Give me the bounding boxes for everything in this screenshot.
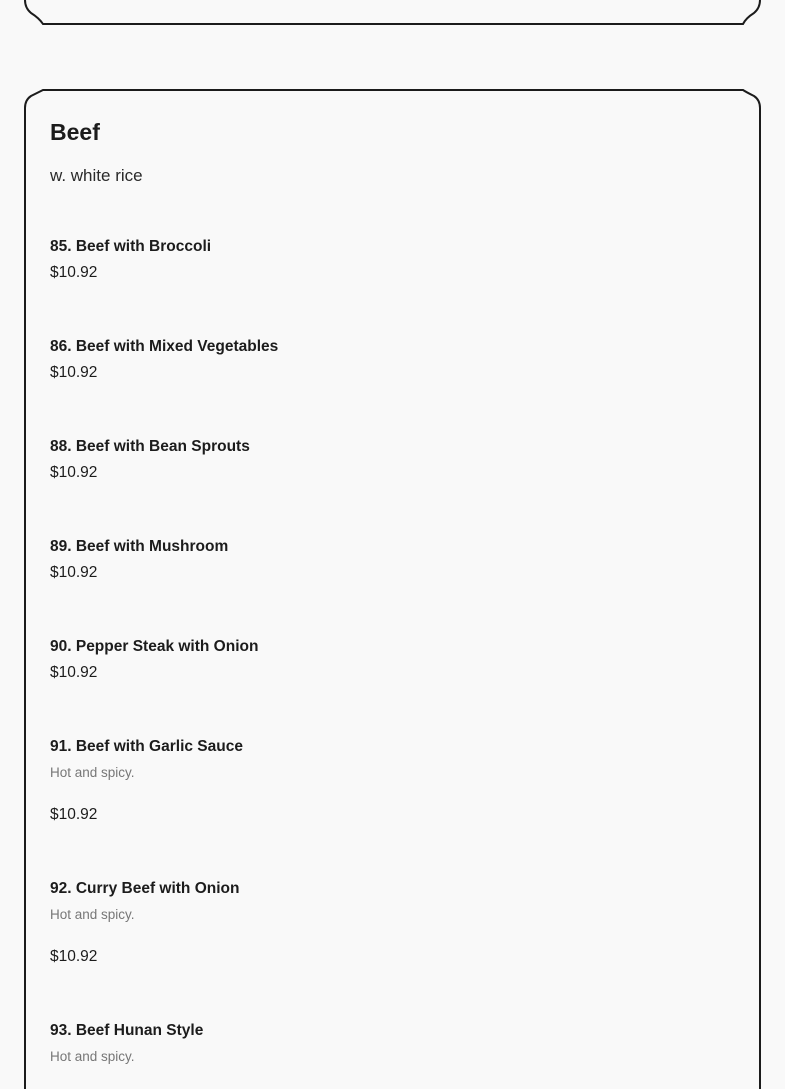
item-price: $10.92 <box>50 464 98 481</box>
item-name[interactable]: 86. Beef with Mixed Vegetables <box>50 338 279 355</box>
item-name[interactable]: 89. Beef with Mushroom <box>50 538 229 555</box>
item-price: $10.92 <box>50 806 98 823</box>
item-price: $10.92 <box>50 264 98 281</box>
item-price: $10.92 <box>50 948 98 965</box>
section-title: Beef <box>50 119 100 145</box>
item-description: Hot and spicy. <box>50 907 135 922</box>
menu-item[interactable] <box>50 736 243 826</box>
item-name[interactable]: 88. Beef with Bean Sprouts <box>50 438 250 455</box>
menu-item[interactable] <box>50 1020 203 1066</box>
item-description: Hot and spicy. <box>50 765 135 780</box>
menu-item[interactable] <box>50 636 258 684</box>
menu-item[interactable] <box>50 878 239 968</box>
menu-item[interactable] <box>50 236 211 284</box>
item-price: $10.92 <box>50 364 98 381</box>
item-price: $10.92 <box>50 664 98 681</box>
item-name[interactable]: 93. Beef Hunan Style <box>50 1022 204 1039</box>
previous-section-frame <box>0 0 785 30</box>
menu-item[interactable] <box>50 336 278 384</box>
item-price: $10.92 <box>50 564 98 581</box>
item-name[interactable]: 92. Curry Beef with Onion <box>50 880 240 897</box>
section-subtitle: w. white rice <box>50 166 143 185</box>
menu-item[interactable] <box>50 536 228 584</box>
item-name[interactable]: 91. Beef with Garlic Sauce <box>50 738 243 755</box>
item-name[interactable]: 85. Beef with Broccoli <box>50 238 212 255</box>
menu-item[interactable] <box>50 436 250 484</box>
item-name[interactable]: 90. Pepper Steak with Onion <box>50 638 259 655</box>
item-description: Hot and spicy. <box>50 1049 135 1064</box>
